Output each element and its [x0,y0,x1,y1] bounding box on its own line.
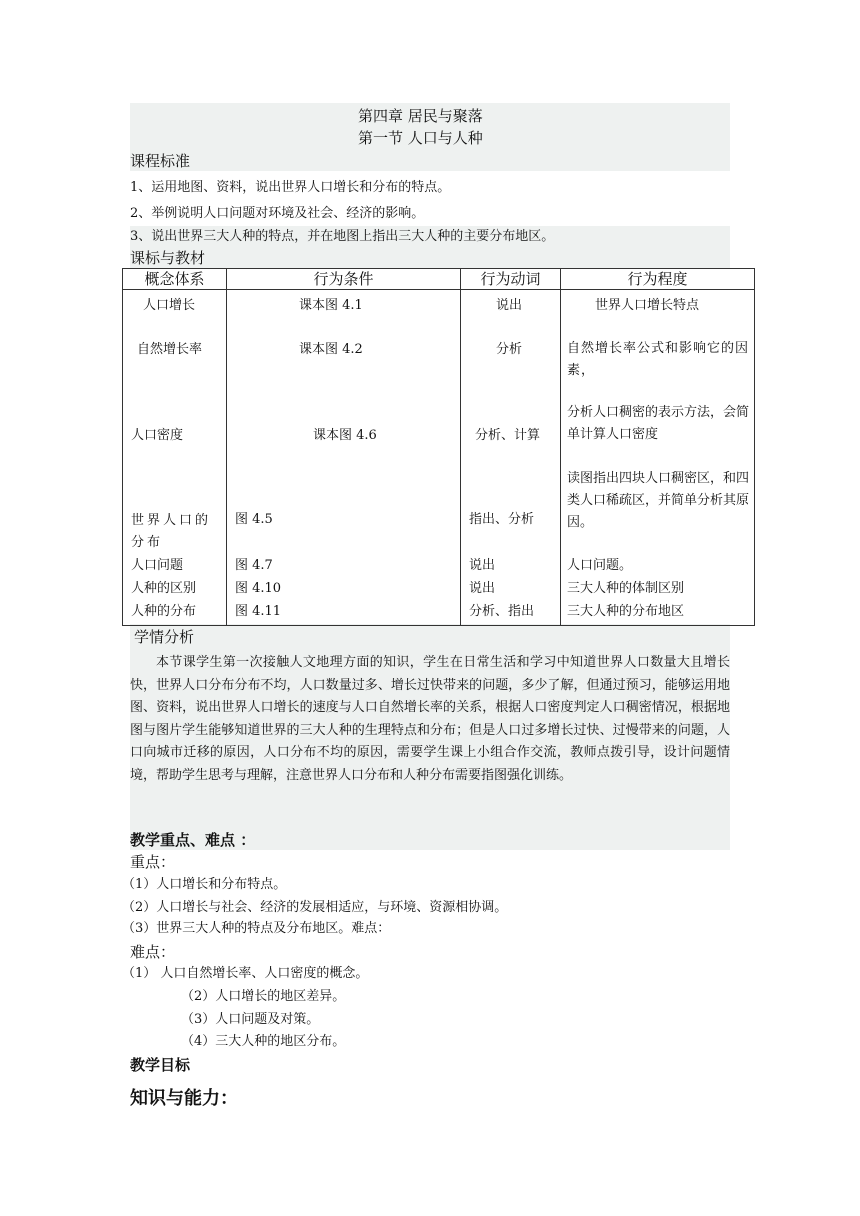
chapter-title: 第四章 居民与聚落 [358,107,483,125]
verb-cell: 说出 [469,581,496,596]
verb-cell: 说出 [469,558,496,573]
column-header: 概念体系 [123,269,227,290]
objectives-heading: 教学目标 [130,1056,191,1074]
condition-cell: 课本图 4.2 [299,342,363,357]
table-body-row [123,290,755,626]
condition-cell: 图 4.5 [235,512,273,527]
concept-cell: 人口问题 [131,558,184,573]
degree-cell: 人口问题。 [567,558,633,573]
degree-cell: 自然增长率公式和影响它的因素， [567,341,750,378]
curriculum-item: 3、说出世界三大人种的特点，并在地图上指出三大人种的主要分布地区。 [130,229,555,244]
table-header-row [123,269,755,290]
concept-cell: 人种的分布 [131,604,197,619]
curriculum-item: 2、举例说明人口问题对环境及社会、经济的影响。 [130,206,425,221]
verb-cell: 说出 [496,298,523,313]
verb-cell: 分析、指出 [469,604,535,619]
condition-column [227,290,461,626]
concept-cell: 世界人口的分布 [131,513,212,550]
difficulty-item: （4）三大人种的地区分布。 [181,1034,346,1049]
focus-item: （2）人口增长与社会、经济的发展相适应，与环境、资源相协调。 [122,900,508,915]
column-header: 行为动词 [461,269,561,290]
condition-cell: 图 4.7 [235,558,273,573]
column-header: 行为条件 [227,269,461,290]
concept-cell: 人种的区别 [131,581,197,596]
focus-item: （3）世界三大人种的特点及分布地区。难点： [122,921,391,936]
focus-item: （1）人口增长和分布特点。 [122,877,287,892]
curriculum-heading: 课程标准 [130,152,191,170]
degree-cell: 世界人口增长特点 [595,298,700,313]
condition-cell: 图 4.10 [235,581,282,596]
degree-cell: 读图指出四块人口稠密区，和四类人口稀疏区，并简单分析其原因。 [567,471,750,530]
difficulty-item: （1） 人口自然增长率、人口密度的概念。 [122,966,369,981]
section-title: 第一节 人口与人种 [358,129,483,147]
difficulty-item: （3）人口问题及对策。 [181,1012,320,1027]
column-header: 行为程度 [561,269,755,290]
degree-column [561,290,755,626]
keypoints-heading: 教学重点、难点 ： [130,831,256,849]
objectives-subheading: 知识与能力： [130,1088,238,1109]
verb-cell: 指出、分析 [469,512,535,527]
table-heading: 课标与教材 [130,249,206,267]
curriculum-item: 1、运用地图、资料，说出世界人口增长和分布的特点。 [130,180,451,195]
analysis-heading: 学情分析 [134,628,195,646]
condition-cell: 图 4.11 [235,604,282,619]
verb-cell: 分析、计算 [475,428,541,443]
verb-column [461,290,561,626]
difficulty-label: 难点： [130,943,176,961]
concept-cell: 人口密度 [131,428,184,443]
concept-cell: 人口增长 [143,298,196,313]
degree-cell: 三大人种的分布地区 [567,604,685,619]
degree-cell: 三大人种的体制区别 [567,581,685,596]
analysis-paragraph: 本节课学生第一次接触人文地理方面的知识，学生在日常生活和学习中知道世界人口数量大且增长快，世界人口分布分布不均，人口数量过多、增长过快带来的问题，多少了解，但通过预习，能够运用地图、资料，说出世界人口增长的速度与人口自然增长率的关系，根据人口密度判定人口稠密情况，根据地图与图片学生能够知道世界的三大人种的生理特点和分布；但是人口过多增长过快、过慢带来的问题，人口向城市迁移的原因，人口分布不均的原因，需要学生课上小组合作交流，教师点拨引导，设计问题情境，帮助学生思考与理解，注意世界人口分布和人种分布需要指图强化训练。 [130,655,730,783]
standards-table [122,268,755,626]
concept-column [123,290,227,626]
concept-cell: 自然增长率 [137,342,203,357]
condition-cell: 课本图 4.1 [299,298,363,313]
focus-label: 重点： [130,853,176,871]
degree-cell: 分析人口稠密的表示方法，会简单计算人口密度 [567,405,750,442]
condition-cell: 课本图 4.6 [313,428,377,443]
difficulty-item: （2）人口增长的地区差异。 [181,989,346,1004]
verb-cell: 分析 [496,342,523,357]
